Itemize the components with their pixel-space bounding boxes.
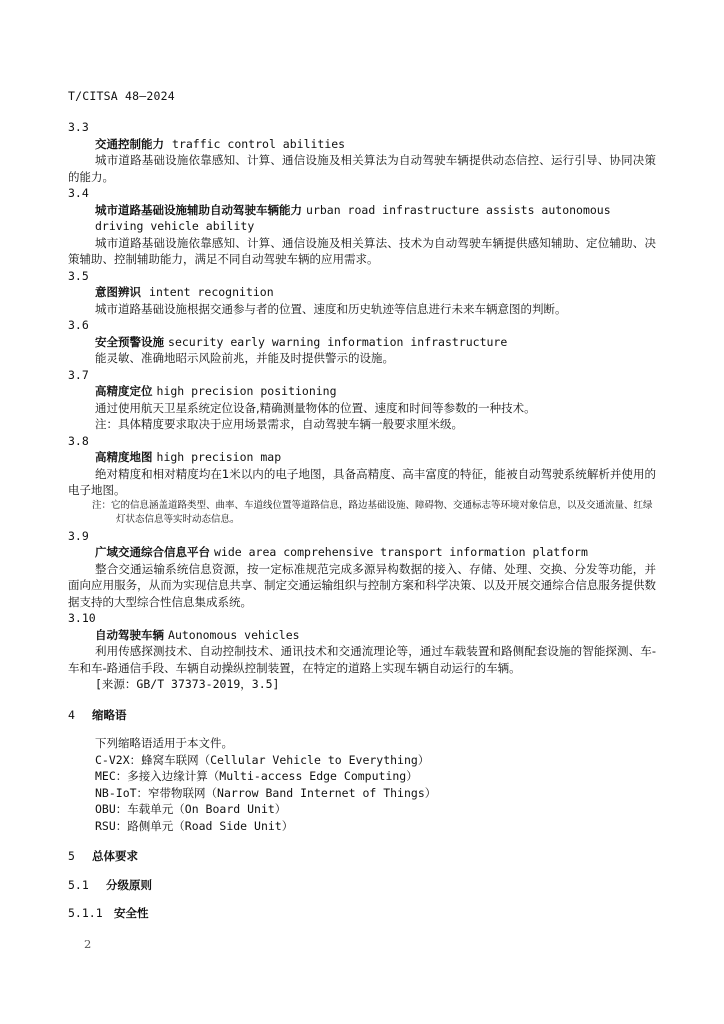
term-en: traffic control abilities xyxy=(172,136,346,151)
term-number: 3.4 xyxy=(68,186,89,200)
term-definition: 通过使用航天卫星系统定位设备,精确测量物体的位置、速度和时间等参数的一种技术。 xyxy=(95,400,536,415)
term-definition: 绝对精度和相对精度均在1米以内的电子地图，具备高精度、高丰富度的特征，能被自动驾驶系统解析并使用的电子地图。 xyxy=(68,466,656,497)
subsubsection-heading xyxy=(68,905,656,922)
term-title xyxy=(68,383,656,400)
term-title xyxy=(68,449,656,466)
term-entry xyxy=(68,433,656,528)
term-en: security early warning information infrastructure xyxy=(168,334,508,349)
abbreviation-zh: 车载单元 xyxy=(127,802,174,816)
term-definition: 城市道路基础设施依靠感知、计算、通信设施及相关算法为自动驾驶车辆提供动态信控、运行引导、协同决策的能力。 xyxy=(68,153,656,184)
term-number: 3.6 xyxy=(68,318,89,332)
term-entry xyxy=(68,610,656,693)
term-title xyxy=(68,334,656,351)
section-title: 缩略语 xyxy=(92,707,127,722)
abbreviation-code: NB-IoT xyxy=(95,785,137,800)
abbreviation-list xyxy=(68,752,656,835)
term-note-small: 注：它的信息涵盖道路类型、曲率、车道线位置等道路信息，路边基础设施、障碍物、交通标志等环境对象信息，以及交通流量、红绿灯状态信息等实时动态信息。 xyxy=(92,499,653,525)
term-title xyxy=(68,136,656,153)
abbreviation-code: RSU xyxy=(95,818,116,833)
abbreviation-zh: 路侧单元 xyxy=(127,818,174,833)
term-zh: 高精度地图 xyxy=(95,450,153,464)
abbreviation-en: （Cellular Vehicle to Everything） xyxy=(198,752,430,767)
subsubsection-number: 5.1.1 xyxy=(68,906,103,920)
list-item: RSU：路侧单元（Road Side Unit） xyxy=(95,818,294,833)
section-title: 总体要求 xyxy=(92,849,138,863)
term-note: 注：具体精度要求取决于应用场景需求，自动驾驶车辆一般要求厘米级。 xyxy=(95,417,463,431)
term-en: high precision positioning xyxy=(156,384,337,398)
term-entry xyxy=(68,528,656,611)
term-number: 3.9 xyxy=(68,528,89,543)
subsection-title: 分级原则 xyxy=(106,877,152,892)
term-number: 3.5 xyxy=(68,268,89,283)
term-entry xyxy=(68,268,656,318)
term-entry xyxy=(68,367,656,433)
term-en: wide area comprehensive transport information platform xyxy=(214,545,588,559)
section-heading xyxy=(68,707,656,724)
abbreviation-code: C-V2X xyxy=(95,752,130,767)
term-title xyxy=(68,544,656,561)
term-zh: 高精度定位 xyxy=(95,384,153,398)
term-definition: 城市道路基础设施根据交通参与者的位置、速度和历史轨迹等信息进行未来车辆意图的判断。 xyxy=(95,301,567,316)
term-zh: 城市道路基础设施辅助自动驾驶车辆能力 xyxy=(95,202,302,217)
term-definition: 利用传感探测技术、自动控制技术、通讯技术和交通流理论等，通过车载装置和路侧配套设施的智能探测、车-车和车-路通信手段、车辆自动操纵控制装置，在特定的道路上实现车辆自动运行的车辆。 xyxy=(68,644,656,675)
abbreviation-en: （Multi-access Edge Computing） xyxy=(207,769,418,783)
list-item: OBU：车载单元（On Board Unit） xyxy=(95,802,287,816)
abbreviation-code: MEC xyxy=(95,769,116,783)
term-zh: 意图辨识 xyxy=(95,285,141,299)
term-number: 3.10 xyxy=(68,611,96,625)
term-entry xyxy=(68,119,656,185)
subsubsection-title: 安全性 xyxy=(114,906,149,920)
term-en: intent recognition xyxy=(149,285,274,299)
abbreviation-intro: 下列缩略语适用于本文件。 xyxy=(95,736,233,750)
subsection-number: 5.1 xyxy=(68,877,89,892)
term-definition: 城市道路基础设施依靠感知、计算、通信设施及相关算法、技术为自动驾驶车辆提供感知辅助、定位辅助、决策辅助、控制辅助能力，满足不同自动驾驶车辆的应用需求。 xyxy=(68,235,656,266)
document-id-header: T/CITSA 48—2024 xyxy=(68,89,175,103)
term-entry xyxy=(68,317,656,367)
abbreviation-zh: 窄带物联网 xyxy=(148,785,206,800)
section-number: 4 xyxy=(68,707,75,722)
section-heading xyxy=(68,848,656,865)
term-number: 3.7 xyxy=(68,367,89,382)
subsection-heading xyxy=(68,877,656,894)
section-number: 5 xyxy=(68,849,75,863)
term-number: 3.8 xyxy=(68,433,89,448)
term-zh: 交通控制能力 xyxy=(95,136,164,151)
page-number: 2 xyxy=(84,937,92,951)
abbreviation-en: （Narrow Band Internet of Things） xyxy=(205,785,437,800)
term-number: 3.3 xyxy=(68,120,89,134)
list-item: MEC：多接入边缘计算（Multi-access Edge Computing） xyxy=(95,769,418,783)
term-definition: 整合交通运输系统信息资源，按一定标准规范完成多源异构数据的接入、存储、处理、交换、分发等功能，并面向应用服务，从而为实现信息共享、制定交通运输组织与控制方案和科学决策、以及开展交通综合信息服务提供数据支持的大型综合性信息集成系统。 xyxy=(68,561,656,609)
term-en: Autonomous vehicles xyxy=(168,627,300,642)
term-title xyxy=(68,284,656,301)
abbreviation-zh: 蜂窝车联网 xyxy=(141,752,199,767)
term-en: high precision map xyxy=(156,450,282,464)
term-title xyxy=(68,627,656,644)
abbreviation-en: （Road Side Unit） xyxy=(173,818,294,833)
list-item: NB-IoT：窄带物联网（Narrow Band Internet of Things） xyxy=(95,785,437,800)
term-source: [来源：GB/T 37373-2019，3.5] xyxy=(95,677,280,691)
list-item: C-V2X：蜂窝车联网（Cellular Vehicle to Everything） xyxy=(95,752,430,767)
abbreviation-en: （On Board Unit） xyxy=(173,802,287,816)
term-entry xyxy=(68,185,656,268)
term-zh: 广域交通综合信息平台 xyxy=(95,545,210,559)
abbreviation-code: OBU xyxy=(95,802,116,816)
term-title xyxy=(68,202,625,235)
abbreviation-zh: 多接入边缘计算 xyxy=(127,769,208,783)
term-zh: 安全预警设施 xyxy=(95,334,164,349)
term-definition: 能灵敏、准确地昭示风险前兆，并能及时提供警示的设施。 xyxy=(95,351,394,365)
term-en: urban road infrastructure assists autonomous driving vehicle ability xyxy=(95,202,611,233)
document-body xyxy=(68,119,656,922)
term-zh: 自动驾驶车辆 xyxy=(95,627,164,642)
